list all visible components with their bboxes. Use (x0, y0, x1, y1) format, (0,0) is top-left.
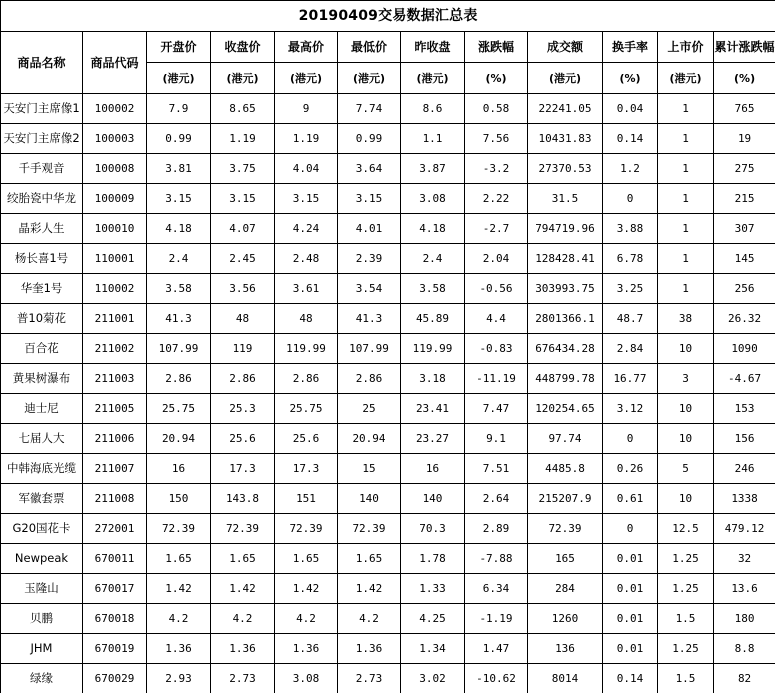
value-cell: 4.4 (465, 304, 528, 334)
product-code-cell: 110001 (83, 244, 147, 274)
value-cell: 3.15 (211, 184, 275, 214)
value-cell: 15 (338, 454, 401, 484)
value-cell: 6.78 (603, 244, 658, 274)
value-cell: 0.26 (603, 454, 658, 484)
value-cell: 3.18 (401, 364, 465, 394)
value-cell: 25.6 (211, 424, 275, 454)
table-row (1, 544, 775, 574)
value-cell: 72.39 (275, 514, 338, 544)
value-cell: 7.74 (338, 94, 401, 124)
value-cell: -1.19 (465, 604, 528, 634)
product-name-cell: 绞胎瓷中华龙 (1, 184, 83, 214)
product-code-cell: 670018 (83, 604, 147, 634)
value-cell: 0.14 (603, 664, 658, 693)
product-code-cell: 110002 (83, 274, 147, 304)
product-code-cell: 100002 (83, 94, 147, 124)
product-code-cell: 670019 (83, 634, 147, 664)
value-cell: 3.61 (275, 274, 338, 304)
value-cell: 140 (338, 484, 401, 514)
value-cell: 1.19 (211, 124, 275, 154)
value-cell: 13.6 (714, 574, 775, 604)
value-cell: 275 (714, 154, 775, 184)
value-cell: 7.47 (465, 394, 528, 424)
value-cell: 1 (658, 184, 714, 214)
product-name-cell: 中韩海底光缆 (1, 454, 83, 484)
product-name-cell: 杨长喜1号 (1, 244, 83, 274)
value-cell: 3.75 (211, 154, 275, 184)
table-title: 20190409交易数据汇总表 (1, 1, 775, 32)
value-cell: 0.14 (603, 124, 658, 154)
value-cell: 82 (714, 664, 775, 693)
column-header: 成交额 (528, 32, 603, 63)
value-cell: 180 (714, 604, 775, 634)
value-cell: 4.18 (147, 214, 211, 244)
value-cell: 156 (714, 424, 775, 454)
table-row (1, 304, 775, 334)
value-cell: 22241.05 (528, 94, 603, 124)
value-cell: 3.25 (603, 274, 658, 304)
value-cell: 1338 (714, 484, 775, 514)
value-cell: 72.39 (338, 514, 401, 544)
value-cell: 153 (714, 394, 775, 424)
value-cell: 27370.53 (528, 154, 603, 184)
value-cell: 4.24 (275, 214, 338, 244)
value-cell: 215 (714, 184, 775, 214)
value-cell: 1.34 (401, 634, 465, 664)
value-cell: 17.3 (211, 454, 275, 484)
value-cell: 215207.9 (528, 484, 603, 514)
product-code-cell: 211005 (83, 394, 147, 424)
value-cell: 2.45 (211, 244, 275, 274)
value-cell: 107.99 (147, 334, 211, 364)
value-cell: 4.01 (338, 214, 401, 244)
value-cell: 4.18 (401, 214, 465, 244)
value-cell: 4.2 (147, 604, 211, 634)
column-header: 商品名称 (1, 32, 83, 94)
value-cell: 70.3 (401, 514, 465, 544)
value-cell: 151 (275, 484, 338, 514)
value-cell: 25.3 (211, 394, 275, 424)
value-cell: 1.42 (275, 574, 338, 604)
value-cell: 2.84 (603, 334, 658, 364)
column-unit: (港元) (275, 63, 338, 94)
value-cell: -4.67 (714, 364, 775, 394)
product-name-cell: 华奎1号 (1, 274, 83, 304)
value-cell: 0.58 (465, 94, 528, 124)
value-cell: 1.42 (147, 574, 211, 604)
value-cell: 97.74 (528, 424, 603, 454)
column-unit: (%) (714, 63, 775, 94)
value-cell: 6.34 (465, 574, 528, 604)
value-cell: 2.4 (401, 244, 465, 274)
value-cell: 0.01 (603, 574, 658, 604)
value-cell: 0 (603, 184, 658, 214)
value-cell: 1.25 (658, 574, 714, 604)
value-cell: 0.01 (603, 544, 658, 574)
column-header: 最低价 (338, 32, 401, 63)
product-name-cell: 军徽套票 (1, 484, 83, 514)
value-cell: 165 (528, 544, 603, 574)
value-cell: 3.54 (338, 274, 401, 304)
value-cell: 2.86 (147, 364, 211, 394)
value-cell: 0.61 (603, 484, 658, 514)
value-cell: 1 (658, 154, 714, 184)
product-name-cell: 千手观音 (1, 154, 83, 184)
product-name-cell: 迪士尼 (1, 394, 83, 424)
value-cell: 1.2 (603, 154, 658, 184)
product-code-cell: 100003 (83, 124, 147, 154)
value-cell: 41.3 (338, 304, 401, 334)
value-cell: 45.89 (401, 304, 465, 334)
value-cell: 72.39 (211, 514, 275, 544)
value-cell: 31.5 (528, 184, 603, 214)
column-unit: (港元) (338, 63, 401, 94)
value-cell: 119 (211, 334, 275, 364)
value-cell: 25.75 (275, 394, 338, 424)
value-cell: 4.2 (275, 604, 338, 634)
value-cell: 1 (658, 94, 714, 124)
table-row (1, 574, 775, 604)
table-row (1, 184, 775, 214)
value-cell: -11.19 (465, 364, 528, 394)
value-cell: 7.56 (465, 124, 528, 154)
table-row (1, 334, 775, 364)
column-header: 昨收盘 (401, 32, 465, 63)
value-cell: 1 (658, 244, 714, 274)
value-cell: 1.19 (275, 124, 338, 154)
value-cell: 1.25 (658, 544, 714, 574)
value-cell: 10 (658, 424, 714, 454)
table-row (1, 274, 775, 304)
value-cell: 25.75 (147, 394, 211, 424)
value-cell: 3.81 (147, 154, 211, 184)
value-cell: 1.36 (211, 634, 275, 664)
product-name-cell: 百合花 (1, 334, 83, 364)
value-cell: 448799.78 (528, 364, 603, 394)
table-row (1, 424, 775, 454)
column-header: 涨跌幅 (465, 32, 528, 63)
value-cell: 48.7 (603, 304, 658, 334)
value-cell: 41.3 (147, 304, 211, 334)
value-cell: 3.58 (147, 274, 211, 304)
value-cell: 9.1 (465, 424, 528, 454)
product-code-cell: 670011 (83, 544, 147, 574)
column-unit: (港元) (211, 63, 275, 94)
value-cell: 3.87 (401, 154, 465, 184)
value-cell: 1.5 (658, 664, 714, 693)
product-name-cell: 晶彩人生 (1, 214, 83, 244)
product-code-cell: 211007 (83, 454, 147, 484)
product-code-cell: 100010 (83, 214, 147, 244)
value-cell: 119.99 (401, 334, 465, 364)
value-cell: 1090 (714, 334, 775, 364)
value-cell: 3.15 (338, 184, 401, 214)
value-cell: 3.08 (275, 664, 338, 693)
product-name-cell: 绿缘 (1, 664, 83, 693)
column-header: 商品代码 (83, 32, 147, 94)
value-cell: 38 (658, 304, 714, 334)
table-row (1, 664, 775, 693)
product-code-cell: 272001 (83, 514, 147, 544)
value-cell: 4.25 (401, 604, 465, 634)
value-cell: 119.99 (275, 334, 338, 364)
value-cell: 303993.75 (528, 274, 603, 304)
column-unit: (%) (603, 63, 658, 94)
value-cell: 0.99 (338, 124, 401, 154)
value-cell: 1.65 (211, 544, 275, 574)
value-cell: 2.86 (211, 364, 275, 394)
value-cell: 48 (275, 304, 338, 334)
value-cell: 25 (338, 394, 401, 424)
product-name-cell: 普10菊花 (1, 304, 83, 334)
table-row (1, 634, 775, 664)
value-cell: 10 (658, 334, 714, 364)
value-cell: 7.9 (147, 94, 211, 124)
value-cell: 284 (528, 574, 603, 604)
column-header: 累计涨跌幅 (714, 32, 775, 63)
value-cell: 150 (147, 484, 211, 514)
value-cell: 3 (658, 364, 714, 394)
value-cell: 2.86 (275, 364, 338, 394)
value-cell: 2.4 (147, 244, 211, 274)
column-header: 开盘价 (147, 32, 211, 63)
value-cell: -7.88 (465, 544, 528, 574)
value-cell: 4.2 (338, 604, 401, 634)
product-code-cell: 211006 (83, 424, 147, 454)
value-cell: 1.42 (211, 574, 275, 604)
column-header: 上市价 (658, 32, 714, 63)
value-cell: 1.33 (401, 574, 465, 604)
value-cell: 1 (658, 124, 714, 154)
value-cell: 479.12 (714, 514, 775, 544)
value-cell: 1.65 (275, 544, 338, 574)
value-cell: 143.8 (211, 484, 275, 514)
product-name-cell: 天安门主席像1 (1, 94, 83, 124)
value-cell: 2.73 (211, 664, 275, 693)
value-cell: 3.64 (338, 154, 401, 184)
value-cell: 3.15 (275, 184, 338, 214)
value-cell: 136 (528, 634, 603, 664)
value-cell: 128428.41 (528, 244, 603, 274)
value-cell: 0.01 (603, 634, 658, 664)
value-cell: 7.51 (465, 454, 528, 484)
value-cell: 2.73 (338, 664, 401, 693)
value-cell: 3.15 (147, 184, 211, 214)
value-cell: 765 (714, 94, 775, 124)
value-cell: 19 (714, 124, 775, 154)
value-cell: 5 (658, 454, 714, 484)
value-cell: 72.39 (147, 514, 211, 544)
header-row (1, 32, 775, 63)
column-unit: (港元) (528, 63, 603, 94)
value-cell: 4.04 (275, 154, 338, 184)
value-cell: 0 (603, 424, 658, 454)
value-cell: 0 (603, 514, 658, 544)
value-cell: 0.99 (147, 124, 211, 154)
value-cell: 3.02 (401, 664, 465, 693)
value-cell: 120254.65 (528, 394, 603, 424)
value-cell: 8014 (528, 664, 603, 693)
value-cell: 3.12 (603, 394, 658, 424)
value-cell: 1.65 (147, 544, 211, 574)
table-row (1, 154, 775, 184)
value-cell: 1.1 (401, 124, 465, 154)
product-code-cell: 670029 (83, 664, 147, 693)
value-cell: 2.86 (338, 364, 401, 394)
value-cell: -3.2 (465, 154, 528, 184)
table-row (1, 394, 775, 424)
value-cell: 256 (714, 274, 775, 304)
value-cell: 16 (147, 454, 211, 484)
table-row (1, 364, 775, 394)
value-cell: 2801366.1 (528, 304, 603, 334)
value-cell: 9 (275, 94, 338, 124)
value-cell: 1.36 (147, 634, 211, 664)
value-cell: 8.8 (714, 634, 775, 664)
value-cell: 16.77 (603, 364, 658, 394)
product-code-cell: 211001 (83, 304, 147, 334)
value-cell: 1.65 (338, 544, 401, 574)
value-cell: 1 (658, 214, 714, 244)
column-unit: (港元) (658, 63, 714, 94)
value-cell: 23.27 (401, 424, 465, 454)
product-code-cell: 100008 (83, 154, 147, 184)
product-code-cell: 100009 (83, 184, 147, 214)
value-cell: 12.5 (658, 514, 714, 544)
value-cell: -10.62 (465, 664, 528, 693)
column-header: 换手率 (603, 32, 658, 63)
value-cell: 2.93 (147, 664, 211, 693)
value-cell: 145 (714, 244, 775, 274)
value-cell: 26.32 (714, 304, 775, 334)
value-cell: 4.07 (211, 214, 275, 244)
value-cell: -0.83 (465, 334, 528, 364)
value-cell: 4485.8 (528, 454, 603, 484)
table-row (1, 214, 775, 244)
product-name-cell: 黄果树瀑布 (1, 364, 83, 394)
table-row (1, 514, 775, 544)
value-cell: 72.39 (528, 514, 603, 544)
column-unit: (港元) (401, 63, 465, 94)
value-cell: 1.5 (658, 604, 714, 634)
value-cell: 25.6 (275, 424, 338, 454)
value-cell: 2.89 (465, 514, 528, 544)
table-row (1, 454, 775, 484)
value-cell: 140 (401, 484, 465, 514)
column-header: 收盘价 (211, 32, 275, 63)
value-cell: 0.04 (603, 94, 658, 124)
value-cell: 8.65 (211, 94, 275, 124)
value-cell: 307 (714, 214, 775, 244)
product-name-cell: Newpeak (1, 544, 83, 574)
product-name-cell: 贝鹏 (1, 604, 83, 634)
product-code-cell: 211008 (83, 484, 147, 514)
value-cell: 3.56 (211, 274, 275, 304)
value-cell: -0.56 (465, 274, 528, 304)
value-cell: 1.78 (401, 544, 465, 574)
value-cell: 3.58 (401, 274, 465, 304)
value-cell: 10 (658, 394, 714, 424)
value-cell: 17.3 (275, 454, 338, 484)
value-cell: 676434.28 (528, 334, 603, 364)
product-name-cell: 天安门主席像2 (1, 124, 83, 154)
value-cell: 1.25 (658, 634, 714, 664)
value-cell: 1.36 (338, 634, 401, 664)
table-row (1, 244, 775, 274)
value-cell: 1260 (528, 604, 603, 634)
value-cell: 20.94 (147, 424, 211, 454)
product-code-cell: 670017 (83, 574, 147, 604)
value-cell: 794719.96 (528, 214, 603, 244)
value-cell: 2.48 (275, 244, 338, 274)
value-cell: 10431.83 (528, 124, 603, 154)
value-cell: 3.88 (603, 214, 658, 244)
table-row (1, 94, 775, 124)
column-unit: (港元) (147, 63, 211, 94)
value-cell: 1.47 (465, 634, 528, 664)
product-code-cell: 211003 (83, 364, 147, 394)
product-code-cell: 211002 (83, 334, 147, 364)
value-cell: 2.39 (338, 244, 401, 274)
value-cell: 107.99 (338, 334, 401, 364)
product-name-cell: G20国花卡 (1, 514, 83, 544)
value-cell: 246 (714, 454, 775, 484)
value-cell: 32 (714, 544, 775, 574)
value-cell: 3.08 (401, 184, 465, 214)
value-cell: 0.01 (603, 604, 658, 634)
value-cell: 1 (658, 274, 714, 304)
product-name-cell: JHM (1, 634, 83, 664)
value-cell: 1.42 (338, 574, 401, 604)
value-cell: 48 (211, 304, 275, 334)
value-cell: 8.6 (401, 94, 465, 124)
value-cell: 20.94 (338, 424, 401, 454)
table-row (1, 484, 775, 514)
table-row (1, 604, 775, 634)
value-cell: 4.2 (211, 604, 275, 634)
value-cell: -2.7 (465, 214, 528, 244)
value-cell: 2.04 (465, 244, 528, 274)
value-cell: 2.64 (465, 484, 528, 514)
value-cell: 2.22 (465, 184, 528, 214)
product-name-cell: 七届人大 (1, 424, 83, 454)
value-cell: 23.41 (401, 394, 465, 424)
table-row (1, 124, 775, 154)
value-cell: 1.36 (275, 634, 338, 664)
column-header: 最高价 (275, 32, 338, 63)
value-cell: 16 (401, 454, 465, 484)
value-cell: 10 (658, 484, 714, 514)
column-unit: (%) (465, 63, 528, 94)
product-name-cell: 玉隆山 (1, 574, 83, 604)
